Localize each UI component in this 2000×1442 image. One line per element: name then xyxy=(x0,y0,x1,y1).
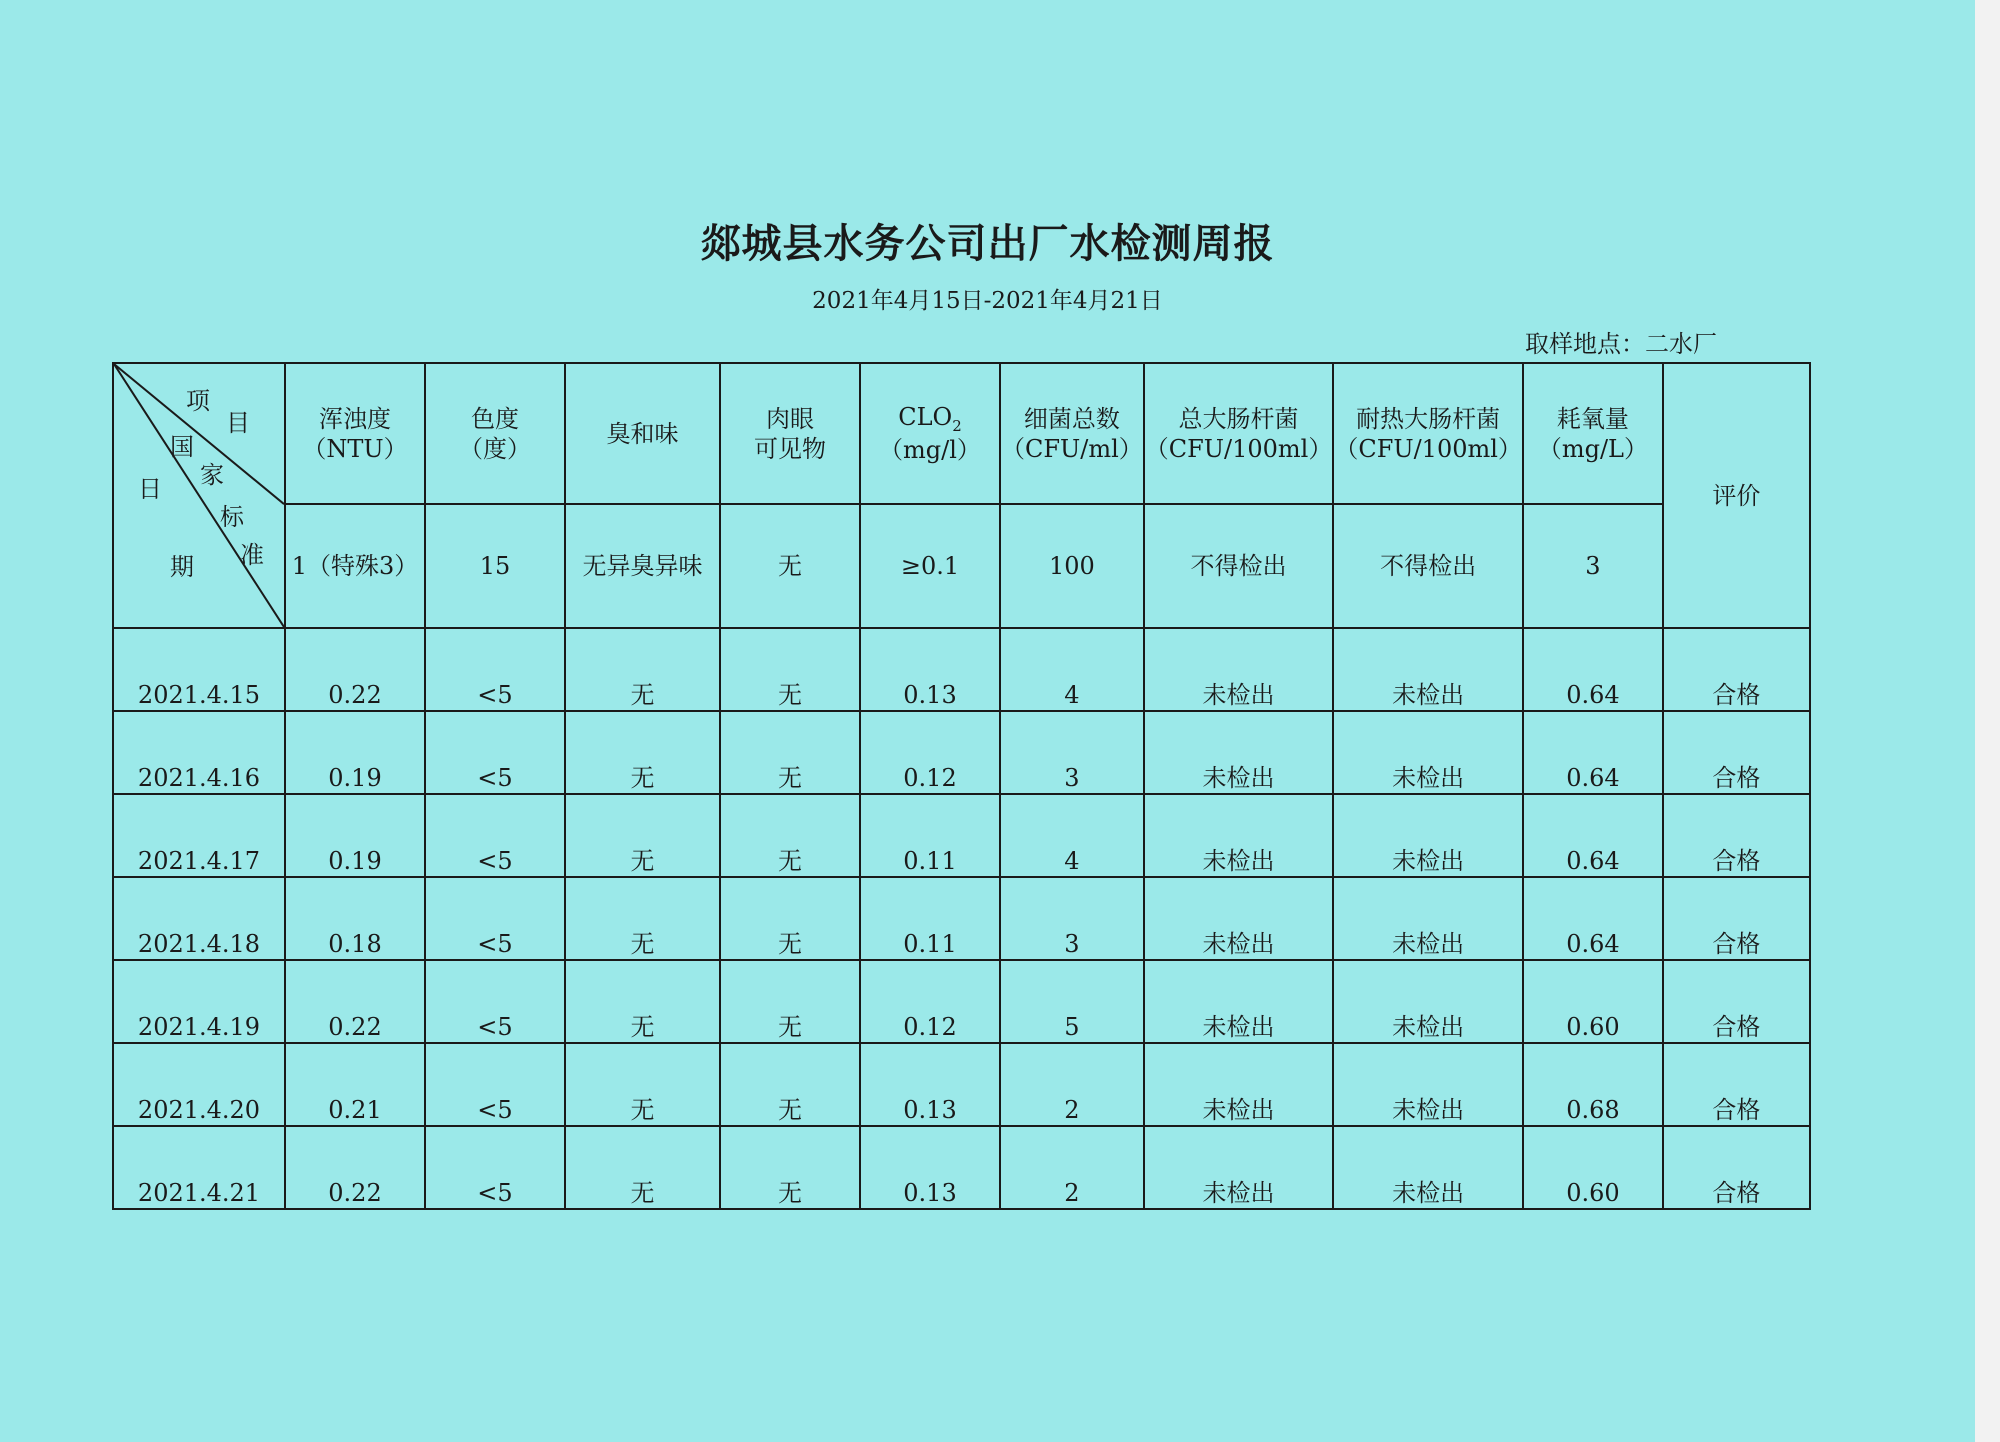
coliform-cell: 未检出 xyxy=(1144,960,1334,1043)
header-row-names xyxy=(113,363,1810,504)
col-header-color: 色度 （度） xyxy=(425,363,565,504)
odor-cell: 无 xyxy=(565,1043,720,1126)
thermo-coliform-cell: 未检出 xyxy=(1333,711,1523,794)
turbidity-cell: 0.22 xyxy=(285,960,425,1043)
evaluation-cell: 合格 xyxy=(1663,1126,1810,1209)
clo2-cell: 0.13 xyxy=(860,1043,1000,1126)
standard-cell: 无 xyxy=(720,504,860,628)
corner-item-char-2: 目 xyxy=(226,409,250,437)
sampling-location: 取样地点：二水厂 xyxy=(1525,330,1717,358)
scan-margin xyxy=(1975,0,2000,1442)
clo2-cell: 0.12 xyxy=(860,960,1000,1043)
color-cell: <5 xyxy=(425,794,565,877)
thermo-coliform-cell: 未检出 xyxy=(1333,1126,1523,1209)
odor-cell: 无 xyxy=(565,960,720,1043)
clo2-cell: 0.13 xyxy=(860,1126,1000,1209)
bacteria-cell: 2 xyxy=(1000,1126,1144,1209)
color-cell: <5 xyxy=(425,711,565,794)
coliform-cell: 未检出 xyxy=(1144,877,1334,960)
col-header-coliform: 总大肠杆菌 （CFU/100ml） xyxy=(1144,363,1334,504)
col-header-odor: 臭和味 xyxy=(565,363,720,504)
coliform-cell: 未检出 xyxy=(1144,628,1334,711)
standard-cell: ≥0.1 xyxy=(860,504,1000,628)
corner-header-cell xyxy=(113,363,285,628)
evaluation-cell: 合格 xyxy=(1663,1043,1810,1126)
corner-standard-char-4: 准 xyxy=(240,541,264,569)
evaluation-cell: 合格 xyxy=(1663,711,1810,794)
evaluation-cell: 合格 xyxy=(1663,628,1810,711)
turbidity-cell: 0.22 xyxy=(285,1126,425,1209)
table-row xyxy=(113,1126,1810,1209)
thermo-coliform-cell: 未检出 xyxy=(1333,794,1523,877)
coliform-cell: 未检出 xyxy=(1144,1043,1334,1126)
color-cell: <5 xyxy=(425,877,565,960)
table-row xyxy=(113,628,1810,711)
standard-cell: 不得检出 xyxy=(1144,504,1334,628)
header-row-standards xyxy=(113,504,1810,628)
corner-standard-char-3: 标 xyxy=(220,503,244,531)
table-row xyxy=(113,1043,1810,1126)
visible-matter-cell: 无 xyxy=(720,628,860,711)
thermo-coliform-cell: 未检出 xyxy=(1333,1043,1523,1126)
odor-cell: 无 xyxy=(565,794,720,877)
date-cell: 2021.4.17 xyxy=(113,794,285,877)
date-cell: 2021.4.16 xyxy=(113,711,285,794)
visible-matter-cell: 无 xyxy=(720,1043,860,1126)
clo2-cell: 0.12 xyxy=(860,711,1000,794)
corner-standard-char-2: 家 xyxy=(200,461,224,489)
clo2-cell: 0.13 xyxy=(860,628,1000,711)
bacteria-cell: 5 xyxy=(1000,960,1144,1043)
visible-matter-cell: 无 xyxy=(720,960,860,1043)
color-cell: <5 xyxy=(425,960,565,1043)
col-header-clo2: $CLO_2$ （mg/l） xyxy=(860,363,1000,504)
table-row xyxy=(113,877,1810,960)
col-header-oxygen-consumption: 耗氧量 （mg/L） xyxy=(1523,363,1663,504)
color-cell: <5 xyxy=(425,1126,565,1209)
oxygen-consumption-cell: 0.60 xyxy=(1523,1126,1663,1209)
oxygen-consumption-cell: 0.64 xyxy=(1523,794,1663,877)
bacteria-cell: 4 xyxy=(1000,794,1144,877)
clo2-cell: 0.11 xyxy=(860,794,1000,877)
col-header-turbidity: 浑浊度 （NTU） xyxy=(285,363,425,504)
corner-item-char-1: 项 xyxy=(186,387,210,415)
bacteria-cell: 3 xyxy=(1000,877,1144,960)
col-header-evaluation: 评价 xyxy=(1663,363,1810,628)
thermo-coliform-cell: 未检出 xyxy=(1333,877,1523,960)
table-row xyxy=(113,711,1810,794)
odor-cell: 无 xyxy=(565,628,720,711)
evaluation-cell: 合格 xyxy=(1663,794,1810,877)
date-cell: 2021.4.18 xyxy=(113,877,285,960)
bacteria-cell: 3 xyxy=(1000,711,1144,794)
oxygen-consumption-cell: 0.64 xyxy=(1523,877,1663,960)
report-title: 郯城县水务公司出厂水检测周报 xyxy=(700,221,1275,267)
corner-date-char-1: 日 xyxy=(138,475,162,503)
date-cell: 2021.4.20 xyxy=(113,1043,285,1126)
standard-cell: 1（特殊3） xyxy=(285,504,425,628)
color-cell: <5 xyxy=(425,628,565,711)
visible-matter-cell: 无 xyxy=(720,794,860,877)
odor-cell: 无 xyxy=(565,711,720,794)
standard-cell: 3 xyxy=(1523,504,1663,628)
coliform-cell: 未检出 xyxy=(1144,794,1334,877)
standard-cell: 100 xyxy=(1000,504,1144,628)
oxygen-consumption-cell: 0.60 xyxy=(1523,960,1663,1043)
evaluation-cell: 合格 xyxy=(1663,960,1810,1043)
color-cell: <5 xyxy=(425,1043,565,1126)
odor-cell: 无 xyxy=(565,877,720,960)
visible-matter-cell: 无 xyxy=(720,1126,860,1209)
corner-date-char-2: 期 xyxy=(170,553,194,581)
report-period: 2021年4月15日-2021年4月21日 xyxy=(812,288,1163,314)
bacteria-cell: 4 xyxy=(1000,628,1144,711)
turbidity-cell: 0.21 xyxy=(285,1043,425,1126)
bacteria-cell: 2 xyxy=(1000,1043,1144,1126)
date-cell: 2021.4.21 xyxy=(113,1126,285,1209)
table-row xyxy=(113,960,1810,1043)
water-quality-table xyxy=(112,362,1811,1210)
table-row xyxy=(113,794,1810,877)
turbidity-cell: 0.19 xyxy=(285,794,425,877)
oxygen-consumption-cell: 0.64 xyxy=(1523,711,1663,794)
thermo-coliform-cell: 未检出 xyxy=(1333,960,1523,1043)
visible-matter-cell: 无 xyxy=(720,877,860,960)
standard-cell: 无异臭异味 xyxy=(565,504,720,628)
coliform-cell: 未检出 xyxy=(1144,711,1334,794)
thermo-coliform-cell: 未检出 xyxy=(1333,628,1523,711)
coliform-cell: 未检出 xyxy=(1144,1126,1334,1209)
oxygen-consumption-cell: 0.64 xyxy=(1523,628,1663,711)
turbidity-cell: 0.18 xyxy=(285,877,425,960)
oxygen-consumption-cell: 0.68 xyxy=(1523,1043,1663,1126)
evaluation-cell: 合格 xyxy=(1663,877,1810,960)
date-cell: 2021.4.15 xyxy=(113,628,285,711)
clo2-cell: 0.11 xyxy=(860,877,1000,960)
standard-cell: 不得检出 xyxy=(1333,504,1523,628)
turbidity-cell: 0.22 xyxy=(285,628,425,711)
turbidity-cell: 0.19 xyxy=(285,711,425,794)
col-header-visible-matter: 肉眼 可见物 xyxy=(720,363,860,504)
col-header-thermo-coliform: 耐热大肠杆菌 （CFU/100ml） xyxy=(1333,363,1523,504)
visible-matter-cell: 无 xyxy=(720,711,860,794)
standard-cell: 15 xyxy=(425,504,565,628)
col-header-bacteria: 细菌总数 （CFU/ml） xyxy=(1000,363,1144,504)
corner-standard-char-1: 国 xyxy=(170,433,194,461)
odor-cell: 无 xyxy=(565,1126,720,1209)
date-cell: 2021.4.19 xyxy=(113,960,285,1043)
